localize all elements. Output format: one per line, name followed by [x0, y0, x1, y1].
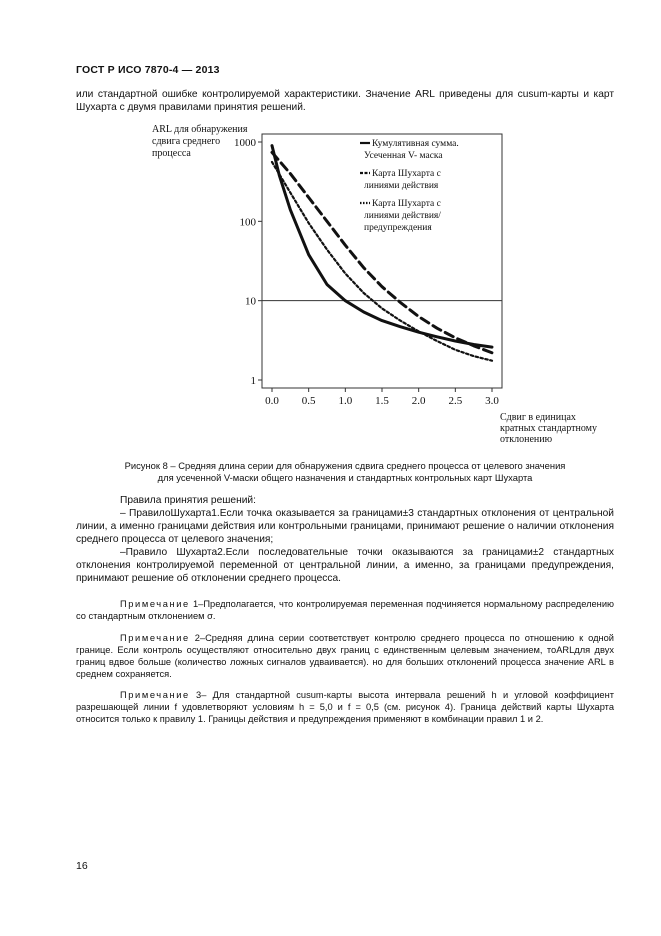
- note-3-lead: Примечание: [120, 690, 190, 700]
- document-header: ГОСТ Р ИСО 7870-4 — 2013: [76, 64, 220, 76]
- y-axis-label-line: процесса: [152, 148, 191, 159]
- legend-label-line: линиями действия: [364, 181, 439, 191]
- note-3: [76, 689, 614, 725]
- y-tick-label: 1: [250, 375, 256, 387]
- rules-title: Правила принятия решений:: [120, 495, 256, 506]
- note-1-lead: Примечание: [120, 599, 190, 609]
- x-axis-label: [500, 412, 597, 445]
- y-tick-label: 10: [245, 295, 256, 308]
- x-tick-label: 1.5: [375, 395, 389, 407]
- y-tick-label: 100: [239, 216, 256, 229]
- page-number: 16: [76, 860, 88, 872]
- legend-label-line: Усеченная V- маска: [364, 151, 443, 161]
- note-3-text: 3– Для стандартной cusum-карты высота интервала решений h и угловой коэффициент разрешающей линии f удовлетворяют условиям h = 5,0 и f = 0,5 (см. рисунок 4). Граница действий карты Шухарта относится только к правилу 1. Границы действия и предупреждения применяют в комбинации правил 1 и 2.: [76, 690, 614, 724]
- y-axis-label-line: ARL для обнаружения: [152, 124, 248, 135]
- x-tick-label: 0.0: [265, 395, 279, 407]
- x-axis-label-line: отклонению: [500, 434, 553, 445]
- x-tick-label: 3.0: [485, 395, 499, 407]
- intro-paragraph: или стандартной ошибке контролируемой характеристики. Значение ARL приведены для cusum-карты и карт Шухарта с двумя правилами принятия решений.: [76, 89, 614, 113]
- caption-line-2: для усеченной V-маски общего назначения и стандартных контрольных карт Шухарта: [157, 472, 533, 483]
- y-tick-label: 1000: [234, 137, 256, 149]
- x-tick-label: 2.5: [448, 395, 463, 407]
- x-axis-label-line: кратных стандартному: [500, 423, 597, 434]
- arl-chart: [140, 120, 597, 450]
- note-1: [76, 598, 614, 622]
- x-axis-label-line: Сдвиг в единицах: [500, 412, 576, 423]
- x-tick-label: 1.0: [338, 395, 353, 407]
- legend: [360, 139, 459, 233]
- note-1-text: 1–Предполагается, что контролируемая переменная подчиняется нормальному распределению со стандартным отклонением σ.: [76, 599, 614, 621]
- legend-label-line: Карта Шухарта с: [372, 199, 441, 209]
- decision-rules: [76, 494, 614, 585]
- legend-label-line: линиями действия/: [364, 211, 441, 221]
- caption-line-1: Рисунок 8 – Средняя длина серии для обнаружения сдвига среднего процесса от целевого значения: [124, 460, 566, 471]
- x-tick-label: 0.5: [301, 395, 316, 407]
- legend-label-line: предупреждения: [364, 223, 432, 233]
- y-ticks: [234, 137, 262, 387]
- note-2-lead: Примечание: [120, 633, 190, 643]
- y-axis-label-line: сдвига среднего: [152, 136, 221, 147]
- rule-2: –Правило Шухарта2.Если последовательные точки оказываются за границами±2 стандартных отклонения контролируемой переменной от центральной линии, а именно, за границами предупреждения, принимают решение об отклонении среднего процесса.: [76, 547, 614, 584]
- x-ticks: [265, 388, 499, 407]
- legend-label-line: Карта Шухарта с: [372, 169, 441, 179]
- figure-caption: [76, 460, 614, 484]
- rule-1: – ПравилоШухарта1.Если точка оказывается за границами±3 стандартных отклонения от центральной линии, а именно границами действия или контрольными границами, принимают решение о наличии отклонения среднего процесса от целевого значения;: [76, 508, 614, 545]
- note-2-text: 2–Средняя длина серии соответствует контролю среднего процесса по отношению к одной границе. Если контроль осуществляют относительно двух границ с единственным целевым значением, тоARLдля двух границ вдвое больше (количество ложных сигналов удваивается). но для больших отклонений процесса значение ARL в среднем сохраняется.: [76, 633, 614, 679]
- legend-label-line: Кумулятивная сумма.: [372, 139, 459, 149]
- note-2: [76, 632, 614, 680]
- x-tick-label: 2.0: [411, 395, 426, 407]
